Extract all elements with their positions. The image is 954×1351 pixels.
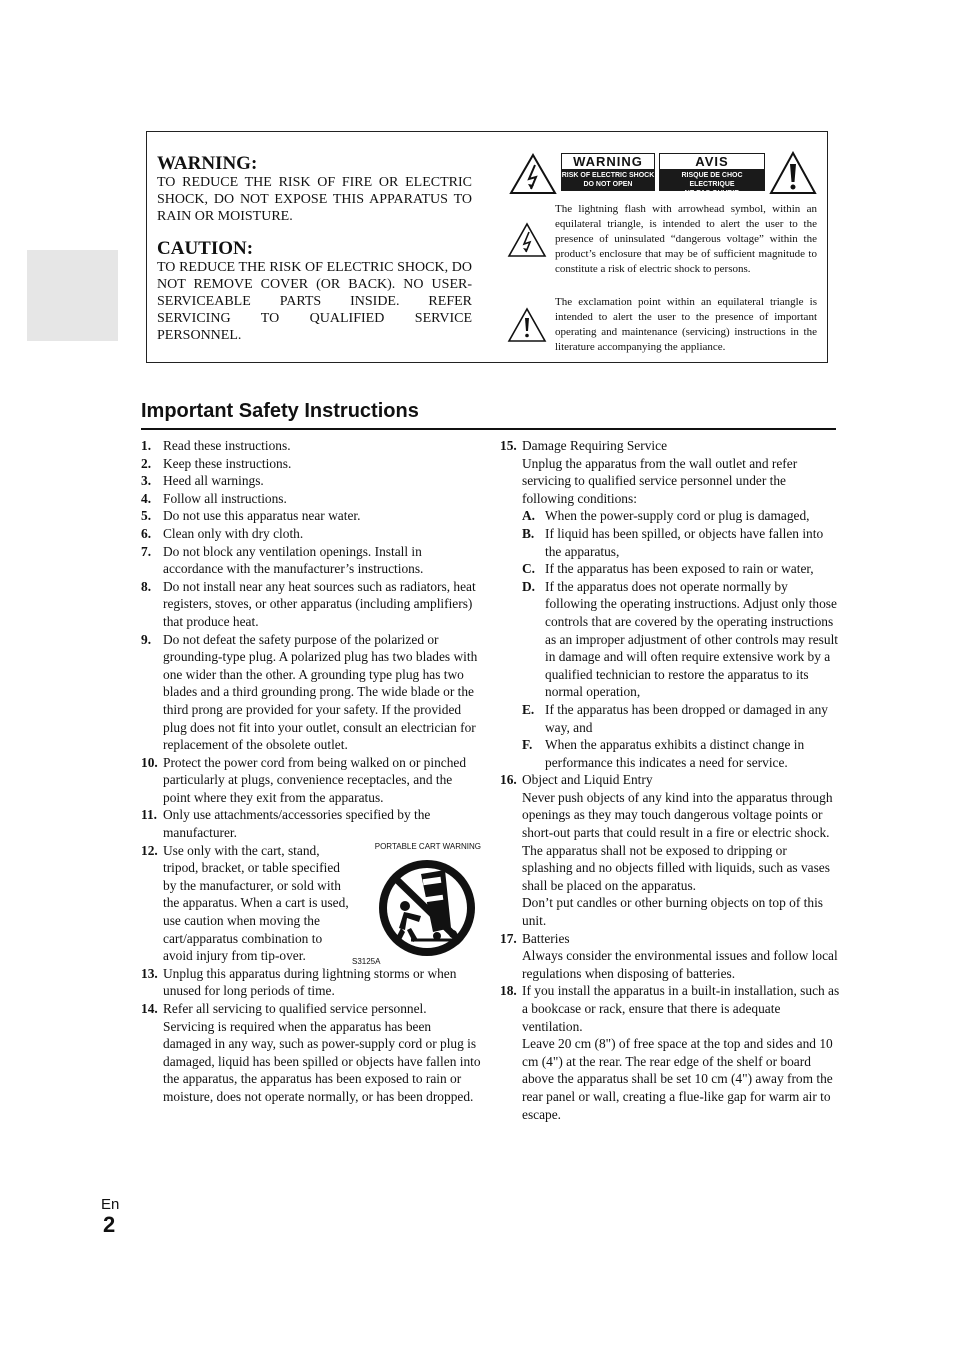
item-number: 4. — [141, 490, 152, 506]
item-text: Do not block any ventilation openings. Install in accordance with the manufacturer’s instructions. — [163, 543, 424, 577]
exclamation-triangle-icon — [769, 151, 817, 195]
item-number: 1. — [141, 438, 152, 453]
condition-item — [522, 560, 840, 578]
side-tab-marker — [27, 250, 118, 341]
item-text: Never push objects of any kind into the apparatus through openings as they may touch dangerous voltage points or short-out parts that could result in a fire or electric shock. — [522, 789, 833, 841]
instruction-item — [141, 472, 481, 490]
warning-title: WARNING: — [157, 153, 258, 174]
instruction-item — [141, 525, 481, 543]
lightning-description: The lightning flash with arrowhead symbol, within an equilateral triangle, is intended to alert the user to the presence of uninsulated “dangerous voltage” within the product’s enclosure that may be of sufficient magnitude to constitute a risk of electric shock to persons. — [555, 203, 817, 275]
item-title: Batteries — [522, 930, 570, 946]
avis-label-sub1: RISQUE DE CHOC ELECTRIQUE — [681, 172, 743, 188]
caution-title: CAUTION: — [157, 238, 254, 259]
item-text: Heed all warnings. — [163, 473, 264, 489]
item-text: Always consider the environmental issues and follow local regulations when disposing of batteries. — [522, 948, 838, 981]
item-text: Don’t put candles or other burning objects on top of this unit. — [522, 895, 823, 929]
condition-text: If liquid has been spilled, or objects have fallen into the apparatus, — [545, 525, 824, 559]
item-text: Only use attachments/accessories specified by the manufacturer. — [163, 807, 431, 841]
portable-cart-warning-figure — [352, 841, 481, 974]
item-number: 11. — [141, 807, 157, 823]
instruction-item-18 — [500, 982, 840, 1123]
instructions-right-column — [500, 437, 840, 1123]
instruction-item — [141, 631, 481, 754]
item-number: 9. — [141, 631, 152, 647]
condition-item — [522, 525, 840, 560]
warning-label-sub2: DO NOT OPEN — [583, 181, 633, 188]
item-number: 13. — [141, 965, 158, 981]
item-number: 6. — [141, 525, 152, 541]
item-number: 5. — [141, 508, 152, 524]
instruction-item — [141, 507, 481, 525]
caution-text: TO REDUCE THE RISK OF ELECTRIC SHOCK, DO NOT REMOVE COVER (OR BACK). NO USER-SERVICEABLE PARTS INSIDE. REFER SERVICING TO QUALIFIED SERVICE PERSONNEL. — [157, 260, 472, 343]
cart-figure-code: S3125A — [352, 957, 381, 967]
instruction-item — [141, 1000, 481, 1106]
condition-text: If the apparatus has been dropped or damaged in any way, and — [545, 701, 828, 735]
item-text: Keep these instructions. — [163, 455, 292, 471]
instruction-item — [141, 455, 481, 473]
item-title: Object and Liquid Entry — [522, 772, 653, 788]
item-title: Damage Requiring Service — [522, 438, 668, 453]
item-text: Refer all servicing to qualified service personnel. Servicing is required when the apparatus has been damaged in any way, such as power-supply cord or plug is damaged, liquid has been spilled or objects have fallen into the apparatus, the apparatus has been exposed to rain or moisture, does not operate normally, or has been dropped. — [163, 1001, 481, 1104]
condition-text: When the power-supply cord or plug is damaged, — [545, 508, 810, 524]
instruction-item-16 — [500, 771, 840, 929]
item-text: Unplug the apparatus from the wall outlet and refer servicing to qualified service personnel under the following conditions: — [522, 455, 798, 506]
condition-letter: D. — [522, 578, 536, 594]
item-number: 16. — [500, 772, 517, 788]
item-text: If you install the apparatus in a built-in installation, such as a bookcase or rack, ensure that there is adequate ventilation. — [522, 983, 840, 1034]
condition-text: If the apparatus has been exposed to rain or water, — [545, 561, 814, 577]
condition-letter: A. — [522, 508, 536, 524]
item-text: Clean only with dry cloth. — [163, 525, 304, 541]
warning-label-sub1: RISK OF ELECTRIC SHOCK — [561, 172, 655, 179]
instruction-item-17 — [500, 930, 840, 983]
item-text: Do not use this apparatus near water. — [163, 508, 361, 524]
item-number: 2. — [141, 455, 152, 471]
exclamation-description: The exclamation point within an equilateral triangle is intended to alert the user to the presence of important operating and maintenance (servicing) instructions in the literature accompanying the appliance. — [555, 296, 817, 353]
warning-caution-text — [157, 154, 472, 344]
instruction-item — [141, 543, 481, 578]
item-text: Read these instructions. — [163, 438, 291, 453]
cart-figure-caption: PORTABLE CART WARNING — [374, 841, 481, 851]
page-language: En — [101, 1196, 120, 1213]
condition-item — [522, 507, 840, 525]
item-number: 17. — [500, 930, 517, 946]
condition-item — [522, 701, 840, 736]
condition-item — [522, 736, 840, 771]
section-title: Important Safety Instructions — [141, 400, 419, 422]
item-number: 12. — [141, 842, 158, 858]
condition-item — [522, 578, 840, 701]
condition-letter: C. — [522, 561, 536, 577]
lightning-small-icon — [507, 222, 547, 258]
condition-text: When the apparatus exhibits a distinct change in performance this indicates a need for service. — [545, 737, 805, 770]
instruction-item — [141, 437, 481, 455]
warning-box — [146, 131, 828, 363]
condition-text: If the apparatus does not operate normally by following the operating instructions. Adjust only those controls that are covered by the operating instructions as an improper adjustment of other controls may result in damage and will often require extensive work by a qualified technician to restore the apparatus to its normal operation, — [545, 578, 839, 700]
condition-letter: F. — [522, 737, 533, 753]
cart-tipover-icon — [375, 856, 479, 960]
page-number: 2 — [103, 1212, 116, 1237]
item-number: 10. — [141, 754, 158, 770]
title-rule — [141, 428, 836, 430]
instruction-item — [141, 578, 481, 631]
instruction-item — [141, 965, 481, 1000]
instruction-item — [141, 754, 481, 807]
item-number: 8. — [141, 578, 152, 594]
instruction-item-15 — [500, 437, 840, 771]
item-number: 7. — [141, 543, 152, 559]
warning-label-title: WARNING — [562, 154, 654, 170]
condition-letter: E. — [522, 701, 535, 717]
item-number: 14. — [141, 1001, 158, 1016]
item-text: Use only with the cart, stand, tripod, bracket, or table specified by the manufacturer, or sold with the apparatus. When a cart is used, use caution when moving the cart/apparatus combination to avoid injury from tip-over. — [163, 842, 349, 964]
item-number: 15. — [500, 438, 517, 453]
item-text: Do not install near any heat sources such as radiators, heat registers, stoves, or other apparatus (including amplifiers) that produce heat. — [163, 578, 476, 629]
warning-text: TO REDUCE THE RISK OF FIRE OR ELECTRIC SHOCK, DO NOT EXPOSE THIS APPARATUS TO RAIN OR MOISTURE. — [157, 175, 472, 224]
item-number: 3. — [141, 473, 152, 489]
instruction-item — [141, 842, 481, 965]
item-text: Unplug this apparatus during lightning storms or when unused for long periods of time. — [163, 965, 457, 999]
lightning-triangle-icon — [509, 153, 557, 195]
instruction-item — [141, 490, 481, 508]
item-text: Protect the power cord from being walked on or pinched particularly at plugs, convenience receptacles, and the point where they exit from the apparatus. — [163, 754, 467, 805]
avis-label-sub2: NE PAS OUVRIR — [684, 190, 740, 197]
item-text: Follow all instructions. — [163, 490, 287, 506]
item-text: The apparatus shall not be exposed to dripping or splashing and no objects filled with liquids, such as vases shall be placed on the apparatus. — [522, 842, 830, 893]
item-number: 18. — [500, 983, 517, 999]
instruction-item — [141, 806, 481, 841]
instructions-left-column — [141, 437, 481, 1106]
warning-label — [561, 153, 655, 191]
item-text: Leave 20 cm (8") of free space at the top and sides and 10 cm (4") at the rear. The rear edge of the shelf or board above the apparatus shall be set 10 cm (4") away from the rear panel or wall, creating a flue-like gap for warm air to escape. — [522, 1036, 833, 1122]
exclamation-small-icon — [507, 307, 547, 343]
avis-label — [659, 153, 765, 197]
condition-letter: B. — [522, 525, 535, 541]
avis-label-title: AVIS — [660, 154, 764, 170]
item-text: Do not defeat the safety purpose of the polarized or grounding-type plug. A polarized plug has two blades with one wider than the other. A grounding type plug has two blades and a third grounding prong. The wide blade or the third prong are provided for your safety. If the provided plug does not fit into your outlet, consult an electrician for replacement of the obsolete outlet. — [163, 631, 478, 753]
